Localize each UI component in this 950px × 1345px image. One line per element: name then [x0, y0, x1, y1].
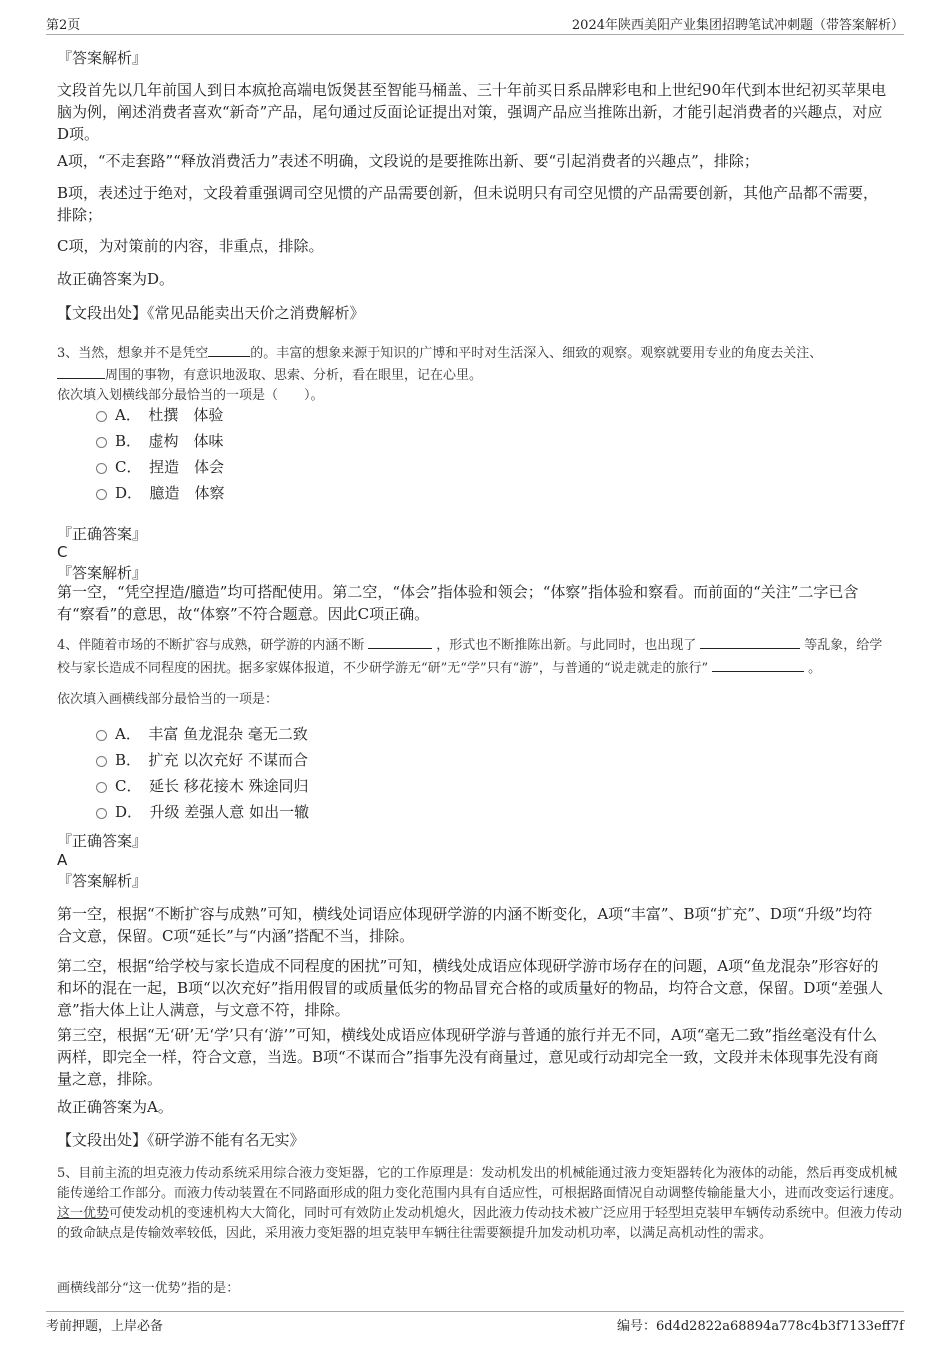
radio-icon[interactable] — [96, 756, 107, 767]
radio-icon[interactable] — [96, 730, 107, 741]
q4-source: 【文段出处】《研学游不能有名无实》 — [57, 1131, 305, 1149]
q4-correct-heading: 『正确答案』 — [57, 832, 148, 850]
q2-analysis-p5: 故正确答案为D。 — [57, 270, 175, 288]
q5-prompt: 画横线部分“这一优势”指的是： — [57, 1281, 240, 1296]
q5-underlined-phrase: 这一优势 — [57, 1206, 110, 1221]
page-footer — [46, 1311, 904, 1334]
q4-analysis-2: 第二空，根据“给学校与家长造成不同程度的困扰”可知，横线处成语应体现研学游市场存在的问题，A项“鱼龙混杂”形容好的和坏的混在一起，B项“以次充好”指用假冒的或质量低劣的物品冒充合格的或质量好的物品，均符合文意，保留。D项“差强人意”指大体上让人满意，与文意不符，排除。 — [57, 957, 884, 1019]
q4-analysis-3: 第三空，根据“无‘研’无‘学’只有‘游’”可知，横线处成语应体现研学游与普通的旅行并无不同，A项“毫无二致”指丝毫没有什么两样，即完全一样，符合文意，当选。B项“不谋而合”指事先没有商量过，意见或行动却完全一致，文段并未体现事先没有商量之意，排除。 — [57, 1026, 879, 1088]
q2-analysis-p4: C项，为对策前的内容，非重点，排除。 — [57, 237, 324, 255]
q4-option-a[interactable]: A． 丰富 鱼龙混杂 毫无二致 — [96, 723, 308, 745]
q3-correct-heading: 『正确答案』 — [57, 525, 148, 543]
document-title: 2024年陕西美阳产业集团招聘笔试冲刺题（带答案解析） — [571, 18, 904, 33]
q3-option-b[interactable]: B． 虚构 体味 — [96, 430, 224, 452]
q4-option-b[interactable]: B． 扩充 以次充好 不谋而合 — [96, 749, 308, 771]
q4-prompt: 依次填入画横线部分最恰当的一项是： — [57, 692, 279, 707]
q3-option-d[interactable]: D． 臆造 体察 — [96, 482, 225, 504]
radio-icon[interactable] — [96, 782, 107, 793]
q5-stem: 5、目前主流的坦克液力传动系统采用综合液力变矩器，它的工作原理是：发动机发出的机械能通过液力变矩器转化为液体的动能，然后再变成机械能传递给工作部分。而液力传动装置在不同路面形成的阻力变化范围内具有自适应性，可根据路面情况自动调整传输能量大小，进而改变运行速度。这一优势可使发动机的变速机构大大简化，同时可有效防止发动机熄火，因此液力传动技术被广泛应用于轻型坦克装甲车辆传动系统中。但液力传动的致命缺点是传输效率较低，因此，采用液力变矩器的坦克装甲车辆往往需要额提升加发动机功率，以满足高机动性的需求。 — [57, 1166, 903, 1241]
q4-analysis-4: 故正确答案为A。 — [57, 1098, 173, 1116]
q4-analysis-1: 第一空，根据“不断扩容与成熟”可知，横线处词语应体现研学游的内涵不断变化，A项“丰富”、B项“扩充”、D项“升级”均符合文意，保留。C项“延长”与“内涵”搭配不当，排除。 — [57, 905, 873, 945]
radio-icon[interactable] — [96, 463, 107, 474]
q3-option-c[interactable]: C． 捏造 体会 — [96, 456, 224, 478]
q4-analysis-heading: 『答案解析』 — [57, 872, 148, 890]
footer-doc-id: 编号：6d4d2822a68894a778c4b3f7133eff7f — [617, 1319, 904, 1334]
q3-stem: 3、当然，想象并不是凭空 的。丰富的想象来源于知识的广博和平时对生活深入、细致的观察。观察就要用专业的角度去关注、 周围的事物，有意识地汲取、思索、分析，看在眼里，记在心里。 依次填入划横线部分最恰当的一项是（ ）。 — [57, 342, 907, 406]
radio-icon[interactable] — [96, 411, 107, 422]
radio-icon[interactable] — [96, 437, 107, 448]
q2-analysis-p3: B项，表述过于绝对，文段着重强调司空见惯的产品需要创新，但未说明只有司空见惯的产品需要创新，其他产品都不需要，排除； — [57, 184, 879, 224]
q2-source: 【文段出处】《常见品能卖出天价之消费解析》 — [57, 304, 365, 322]
q3-analysis-heading: 『答案解析』 — [57, 564, 148, 582]
q2-analysis-heading: 『答案解析』 — [57, 49, 148, 67]
q4-option-d[interactable]: D． 升级 差强人意 如出一辙 — [96, 801, 309, 823]
q2-analysis-p1: 文段首先以几年前国人到日本疯抢高端电饭煲甚至智能马桶盖、三十年前买日系品牌彩电和上世纪90年代到本世纪初买苹果电脑为例，阐述消费者喜欢“新奇”产品，尾句通过反面论证提出对策，强调产品应当推陈出新，才能引起消费者的兴趣点，对应D项。 — [57, 81, 887, 143]
q4-correct-answer: A — [57, 851, 68, 869]
q3-option-a[interactable]: A． 杜撰 体验 — [96, 404, 223, 426]
q4-option-c[interactable]: C． 延长 移花接木 殊途同归 — [96, 775, 309, 797]
q3-analysis: 第一空，“凭空捏造/臆造”均可搭配使用。第二空，“体会”指体验和领会；“体察”指体验和察看。而前面的“关注”二字已含有“察看”的意思，故“体察”不符合题意。因此C项正确。 — [57, 583, 859, 623]
q4-stem: 4、伴随着市场的不断扩容与成熟，研学游的内涵不断 ，形式也不断推陈出新。与此同时，也出现了 等乱象，给学 校与家长造成不同程度的困扰。据多家媒体报道，不少研学游无“研”无“学”只有“游”，与普通的“说走就走的旅行” 。 — [57, 634, 907, 680]
page-header — [46, 14, 904, 35]
page-number: 第2页 — [46, 18, 81, 33]
q3-correct-answer: C — [57, 543, 68, 561]
radio-icon[interactable] — [96, 808, 107, 819]
footer-slogan: 考前押题，上岸必备 — [46, 1319, 164, 1334]
radio-icon[interactable] — [96, 489, 107, 500]
q2-analysis-p2: A项，“不走套路”“释放消费活力”表述不明确，文段说的是要推陈出新、要“引起消费者的兴趣点”，排除； — [57, 152, 759, 170]
